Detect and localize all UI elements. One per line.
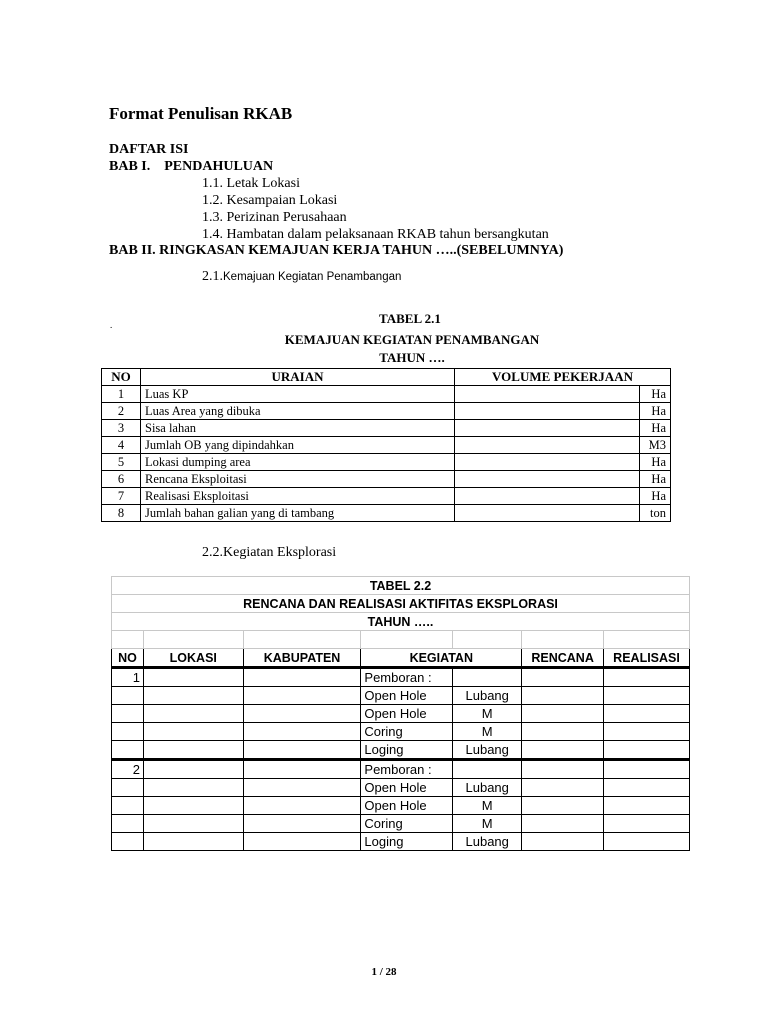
row-kegiatan: Open Hole <box>361 779 453 797</box>
row-lokasi <box>143 833 243 851</box>
row-kabupaten <box>243 760 361 779</box>
row-number: 1 <box>112 668 144 687</box>
row-volume <box>455 386 640 403</box>
row-lokasi <box>143 741 243 760</box>
row-number: 2 <box>102 403 141 420</box>
header-volume: VOLUME PEKERJAAN <box>455 369 671 386</box>
spacer-cell <box>522 631 604 649</box>
row-volume <box>455 471 640 488</box>
row-number: 3 <box>102 420 141 437</box>
row-volume <box>455 420 640 437</box>
row-volume <box>455 454 640 471</box>
row-lokasi <box>143 797 243 815</box>
page-number: 1 / 28 <box>371 966 397 978</box>
row-lokasi <box>143 705 243 723</box>
row-volume <box>455 403 640 420</box>
table-eksplorasi <box>111 576 690 851</box>
spacer-cell <box>243 631 361 649</box>
table2-caption-row-3 <box>112 613 690 631</box>
row-number: 5 <box>102 454 141 471</box>
table-row <box>112 668 690 687</box>
spacer-cell <box>112 631 144 649</box>
table2-caption-row-2 <box>112 595 690 613</box>
row-rencana <box>522 668 604 687</box>
row-kegiatan: Open Hole <box>361 797 453 815</box>
toc-item-2-2: 2.2.Kegiatan Eksplorasi <box>202 545 337 560</box>
row-uraian: Luas Area yang dibuka <box>141 403 455 420</box>
row-kabupaten <box>243 668 361 687</box>
toc-item-1-2: 1.2. Kesampaian Lokasi <box>202 193 338 208</box>
row-kabupaten <box>243 833 361 851</box>
table-row <box>112 723 690 741</box>
table-row <box>102 386 671 403</box>
row-satuan <box>453 668 522 687</box>
table-row <box>102 454 671 471</box>
row-satuan: M <box>453 815 522 833</box>
table-row <box>102 420 671 437</box>
row-satuan: M <box>453 705 522 723</box>
row-kabupaten <box>243 723 361 741</box>
table-row <box>102 471 671 488</box>
row-satuan: Lubang <box>453 833 522 851</box>
row-uraian: Realisasi Eksploitasi <box>141 488 455 505</box>
row-realisasi <box>604 705 690 723</box>
spacer-cell <box>361 631 453 649</box>
table-row <box>112 741 690 760</box>
row-kegiatan: Coring <box>361 723 453 741</box>
toc-item-2-1-label: Kemajuan Kegiatan Penambangan <box>223 271 402 283</box>
row-kabupaten <box>243 797 361 815</box>
row-rencana <box>522 723 604 741</box>
row-lokasi <box>143 723 243 741</box>
header-kabupaten: KABUPATEN <box>243 649 361 668</box>
table-row <box>112 779 690 797</box>
row-kabupaten <box>243 687 361 705</box>
row-number <box>112 779 144 797</box>
row-number: 1 <box>102 386 141 403</box>
table2-header-row <box>112 649 690 668</box>
row-rencana <box>522 705 604 723</box>
table-row <box>112 705 690 723</box>
header-no: NO <box>112 649 144 668</box>
row-realisasi <box>604 779 690 797</box>
table2-spacer-row <box>112 631 690 649</box>
spacer-cell <box>453 631 522 649</box>
row-volume <box>455 505 640 522</box>
header-rencana: RENCANA <box>522 649 604 668</box>
row-unit: Ha <box>640 488 671 505</box>
row-number: 4 <box>102 437 141 454</box>
table-row <box>102 505 671 522</box>
row-satuan: Lubang <box>453 779 522 797</box>
table1-caption-number: TABEL 2.1 <box>379 311 441 326</box>
row-kegiatan: Pemboran : <box>361 760 453 779</box>
row-kabupaten <box>243 779 361 797</box>
stray-dot: . <box>110 320 113 330</box>
row-rencana <box>522 687 604 705</box>
toc-bab1 <box>109 159 273 175</box>
row-realisasi <box>604 760 690 779</box>
row-rencana <box>522 741 604 760</box>
row-unit: Ha <box>640 403 671 420</box>
row-number <box>112 723 144 741</box>
table1-caption-year: TAHUN …. <box>379 350 445 365</box>
row-unit: Ha <box>640 454 671 471</box>
row-unit: Ha <box>640 386 671 403</box>
row-number <box>112 833 144 851</box>
spacer-cell <box>604 631 690 649</box>
table-row <box>112 833 690 851</box>
row-realisasi <box>604 741 690 760</box>
toc-item-1-3: 1.3. Perizinan Perusahaan <box>202 210 347 225</box>
row-realisasi <box>604 723 690 741</box>
row-uraian: Lokasi dumping area <box>141 454 455 471</box>
header-kegiatan: KEGIATAN <box>361 649 522 668</box>
row-number <box>112 687 144 705</box>
table2-caption-title: RENCANA DAN REALISASI AKTIFITAS EKSPLORASI <box>112 595 690 613</box>
row-unit: Ha <box>640 471 671 488</box>
row-lokasi <box>143 668 243 687</box>
row-unit: Ha <box>640 420 671 437</box>
row-rencana <box>522 779 604 797</box>
row-lokasi <box>143 687 243 705</box>
table2-caption-year: TAHUN ….. <box>112 613 690 631</box>
row-satuan: Lubang <box>453 687 522 705</box>
row-number <box>112 797 144 815</box>
row-uraian: Jumlah bahan galian yang di tambang <box>141 505 455 522</box>
row-satuan: Lubang <box>453 741 522 760</box>
table2-caption-row-1 <box>112 577 690 595</box>
row-unit: M3 <box>640 437 671 454</box>
table-row <box>102 488 671 505</box>
table-row <box>102 437 671 454</box>
row-realisasi <box>604 833 690 851</box>
row-uraian: Luas KP <box>141 386 455 403</box>
row-number: 8 <box>102 505 141 522</box>
row-rencana <box>522 815 604 833</box>
document-title: Format Penulisan RKAB <box>109 104 293 123</box>
row-kegiatan: Coring <box>361 815 453 833</box>
row-uraian: Rencana Eksploitasi <box>141 471 455 488</box>
row-volume <box>455 437 640 454</box>
row-rencana <box>522 833 604 851</box>
row-satuan: M <box>453 797 522 815</box>
row-uraian: Jumlah OB yang dipindahkan <box>141 437 455 454</box>
row-satuan: M <box>453 723 522 741</box>
table-row <box>112 687 690 705</box>
header-uraian: URAIAN <box>141 369 455 386</box>
header-realisasi: REALISASI <box>604 649 690 668</box>
row-kabupaten <box>243 815 361 833</box>
table-row <box>112 760 690 779</box>
row-kegiatan: Open Hole <box>361 687 453 705</box>
row-kegiatan: Loging <box>361 833 453 851</box>
row-number <box>112 705 144 723</box>
table1-caption-title: KEMAJUAN KEGIATAN PENAMBANGAN <box>284 332 540 347</box>
row-rencana <box>522 760 604 779</box>
row-lokasi <box>143 815 243 833</box>
row-realisasi <box>604 815 690 833</box>
row-number <box>112 815 144 833</box>
row-volume <box>455 488 640 505</box>
row-kabupaten <box>243 705 361 723</box>
toc-item-2-1 <box>202 269 401 285</box>
row-realisasi <box>604 687 690 705</box>
toc-bab1-label: BAB I. PENDAHULUAN <box>109 159 274 174</box>
row-lokasi <box>143 760 243 779</box>
header-lokasi: LOKASI <box>143 649 243 668</box>
toc-item-2-1-number: 2.1. <box>202 269 223 284</box>
row-lokasi <box>143 779 243 797</box>
table-kemajuan-penambangan <box>101 368 671 522</box>
row-number: 6 <box>102 471 141 488</box>
toc-item-1-4: 1.4. Hambatan dalam pelaksanaan RKAB tahun bersangkutan <box>202 227 549 242</box>
spacer-cell <box>143 631 243 649</box>
row-kegiatan: Pemboran : <box>361 668 453 687</box>
row-unit: ton <box>640 505 671 522</box>
table-row <box>112 815 690 833</box>
row-number <box>112 741 144 760</box>
row-number: 2 <box>112 760 144 779</box>
row-kegiatan: Open Hole <box>361 705 453 723</box>
table-row <box>112 797 690 815</box>
row-kegiatan: Loging <box>361 741 453 760</box>
header-no: NO <box>102 369 141 386</box>
toc-item-1-1: 1.1. Letak Lokasi <box>202 176 300 191</box>
row-rencana <box>522 797 604 815</box>
toc-bab2: BAB II. RINGKASAN KEMAJUAN KERJA TAHUN …..(SEBELUMNYA) <box>109 243 564 258</box>
row-uraian: Sisa lahan <box>141 420 455 437</box>
row-number: 7 <box>102 488 141 505</box>
table-header-row <box>102 369 671 386</box>
toc-heading: DAFTAR ISI <box>109 142 189 157</box>
table-row <box>102 403 671 420</box>
row-kabupaten <box>243 741 361 760</box>
row-satuan <box>453 760 522 779</box>
row-realisasi <box>604 797 690 815</box>
row-realisasi <box>604 668 690 687</box>
table2-caption-number: TABEL 2.2 <box>112 577 690 595</box>
